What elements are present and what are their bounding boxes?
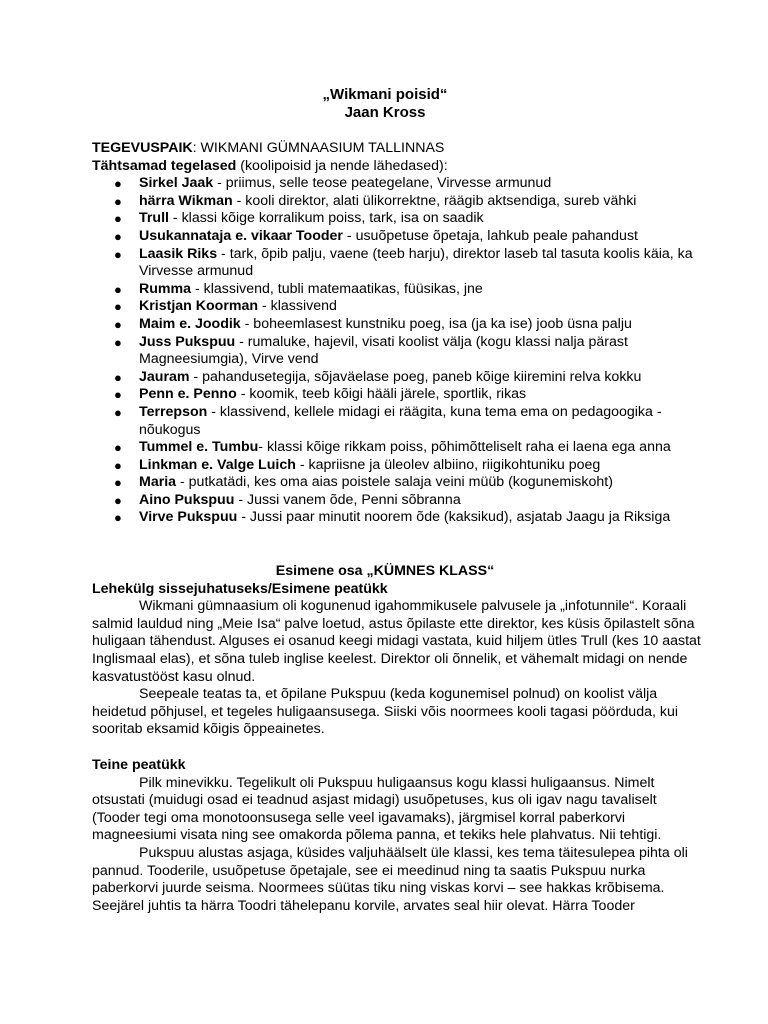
character-list [92,175,708,527]
character-name: Tummel e. Tumbu [139,439,259,456]
bullet-icon: ● [114,246,122,262]
character-name: Aino Pukspuu [139,491,235,508]
character-description: - klassi kõige korralikum poiss, tark, isa on saadik [168,210,484,227]
character-item [92,210,708,228]
bullet-icon: ● [114,316,122,332]
bullet-icon: ● [114,510,122,526]
bullet-icon: ● [114,228,122,244]
character-item [92,509,708,527]
character-name: härra Wikman [139,192,233,209]
characters-heading-label: Tähtsamad tegelased [92,157,237,174]
character-name: Maim e. Joodik [139,315,241,332]
character-description: - pahandusetegija, sõjaväelase poeg, paneb kõige kiiremini relva kokku [189,368,642,385]
characters-heading-note: (koolipoisid ja nende lähedased): [236,157,448,174]
character-item [92,316,708,334]
character-name: Jauram [139,368,190,385]
character-item [92,334,708,369]
setting-label: TEGEVUSPAIK [92,140,193,156]
bullet-icon: ● [114,281,122,297]
section2-paragraph-2: Pukspuu alustas asjaga, küsides valjuhäälselt üle klassi, kes tema täitesulepea pihta oli pannud. Tooderile, usuõpetuse õpetajale, see ei meedinud ning ta saatis Pukspuu nurka paberkorvi juurde seisma. Noormees süütas tiku ning viskas korvi – see hakkas krõbisema. Seejärel juhtis ta härra Toodri tähelepanu korvile, arvates seal hiir olevat. Härra Tooder [92,844,688,914]
character-item [92,228,708,246]
character-description: - boheemlasest kunstniku poeg, isa (ja ka ise) joob üsna palju [240,315,632,332]
character-item [92,492,708,510]
bullet-icon: ● [114,387,122,403]
character-item [92,386,708,404]
character-description: - kapriisne ja üleolev albiino, riigikohtuniku poeg [295,456,601,473]
character-item [92,193,708,211]
bullet-icon: ● [114,457,122,473]
character-description: - kooli direktor, alati ülikorrektne, räägib aktsendiga, sureb vähki [232,192,637,209]
character-item [92,404,708,439]
character-description: - koomik, teeb kõigi hääli järele, sportlik, rikas [236,386,527,403]
character-description: - Jussi paar minutit noorem õde (kaksikud), asjatab Jaagu ja Riksiga [237,509,671,526]
bullet-icon: ● [114,440,122,456]
document-author: Jaan Kross [344,104,426,121]
character-name: Penn e. Penno [139,386,237,403]
character-name: Usukannataja e. vikaar Tooder [139,227,343,244]
bullet-icon: ● [114,369,122,385]
bullet-icon: ● [114,492,122,508]
document-title: „Wikmani poisid“ [322,86,448,103]
character-item [92,474,708,492]
character-description: - klassivend, kellele midagi ei räägita, kuna tema ema on pedagoogika - nõukogus [139,403,662,438]
character-name: Kristjan Koorman [139,298,259,315]
character-description: - putkatädi, kes oma aias poistele salaja veini müüb (kogunemiskoht) [176,474,613,491]
character-name: Maria [139,474,177,491]
bullet-icon: ● [114,404,122,420]
setting-line [92,140,708,158]
character-name: Rumma [139,280,192,297]
character-name: Trull [139,210,169,227]
character-item [92,439,708,457]
character-description: - tark, õpib palju, vaene (teeb harju), direktor laseb tal tasuta koolis käia, ka Virvesse armunud [139,245,693,280]
character-item [92,175,708,193]
character-description: - priimus, selle teose peategelane, Virvesse armunud [213,175,552,192]
character-description: - klassivend, tubli matemaatikas, füüsikas, jne [191,280,483,297]
setting-value: : WIKMANI GÜMNAASIUM TALLINNAS [192,140,445,156]
character-name: Laasik Riks [139,245,218,262]
bullet-icon: ● [114,475,122,491]
character-name: Virve Pukspuu [139,509,238,526]
character-name: Juss Pukspuu [139,333,236,350]
bullet-icon: ● [114,193,122,209]
character-description: - usuõpetuse õpetaja, lahkub peale pahandust [342,227,638,244]
section2-paragraph-1: Pilk minevikku. Tegelikult oli Pukspuu huligaansus kogu klassi huligaansus. Nimelt otsustati (muidugi osad ei teadnud asjast midagi) usuõpetuses, kus oli igav nagu tavaliselt (Tooder tegi oma monotoonsusega selle veel igavamaks), järgmisel korral paberkorvi magneesiumi visata ning see omakorda põlema panna, et tekiks hele plahvatus. Nii tehtigi. [92,774,662,844]
character-name: Sirkel Jaak [139,175,214,192]
character-name: Linkman e. Valge Luich [139,456,296,473]
section1-heading: Lehekülg sissejuhatuseks/Esimene peatükk [92,580,388,597]
character-item [92,281,708,299]
characters-heading [92,158,708,176]
character-description: - rumaluke, hajevil, visati koolist välja (kogu klassi nalja pärast Magneesiumgia), Virve vend [139,333,628,368]
bullet-icon: ● [114,211,122,227]
bullet-icon: ● [114,299,122,315]
character-item [92,298,708,316]
part-title: Esimene osa „KÜMNES KLASS“ [275,563,495,580]
character-item [92,246,708,281]
character-description: - klassivend [258,298,337,315]
character-item [92,369,708,387]
character-item [92,457,708,475]
section1-paragraph-1: Wikmani gümnaasium oli kogunenud igahommikusele palvusele ja „infotunnile“. Koraali salmid lauldud ning „Meie Isa“ palve loetud, astus õpilaste ette direktor, kes küsis õpilastelt sõna huligaan tähendust. Alguses ei osanud keegi midagi vastata, kuid hiljem ütles Trull (kes 10 aastat Inglismaal elas), et sõna tuleb inglise keelest. Direktor oli õnnelik, et vähemalt midagi on nende kasvatustööst kasu olnud. [92,598,701,685]
section2-heading: Teine peatükk [92,757,186,773]
character-description: - klassi kõige rikkam poiss, põhimõtteliselt raha ei laena ega anna [258,439,671,456]
section1-paragraph-2: Seepeale teatas ta, et õpilane Pukspuu (keda kogunemisel polnud) on koolist välja heidetud põhjusel, et tegeles huligaansusega. Siiski võis noormees kooli tagasi pöörduda, kui sooritab eksamid kõigis õppeainetes. [92,686,679,738]
bullet-icon: ● [114,176,122,192]
character-name: Terrepson [139,403,208,420]
character-description: - Jussi vanem õde, Penni sõbranna [234,491,461,508]
bullet-icon: ● [114,334,122,350]
